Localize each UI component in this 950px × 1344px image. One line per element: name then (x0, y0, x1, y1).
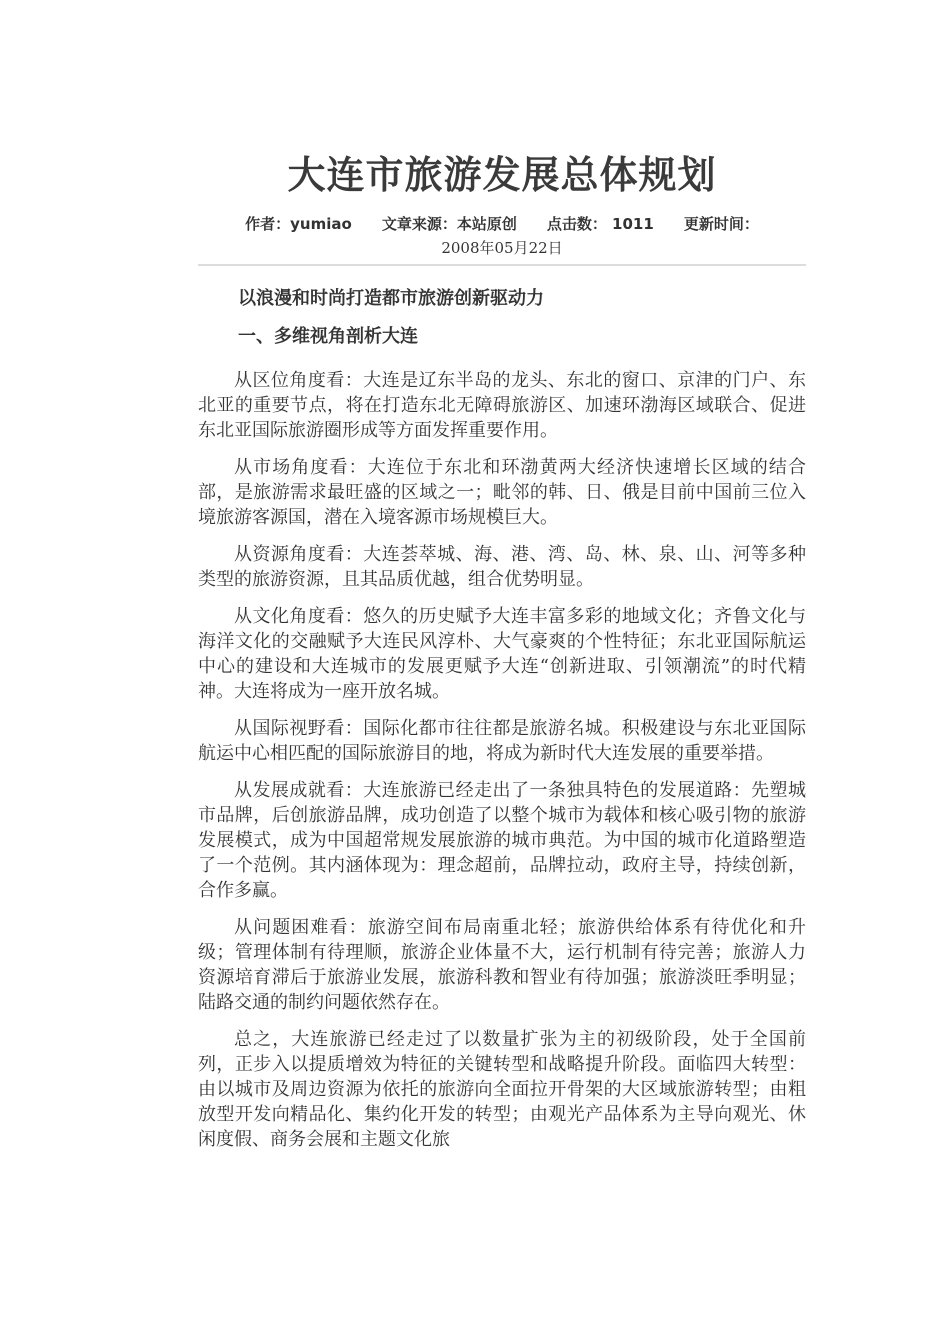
meta-hits: 点击数： 1011 (546, 215, 654, 233)
paragraph-resources: 从资源角度看：大连荟萃城、海、港、湾、岛、林、泉、山、河等多种类型的旅游资源，且其品质优越，组合优势明显。 (198, 544, 806, 590)
article-meta (198, 212, 806, 260)
meta-updated-label: 更新时间： (683, 215, 759, 233)
meta-author: 作者：yumiao (245, 215, 352, 233)
header-divider (198, 264, 806, 266)
document-title: 大连市旅游发展总体规划 (287, 153, 717, 197)
paragraph-location: 从区位角度看：大连是辽东半岛的龙头、东北的窗口、京津的门户、东北亚的重要节点，将在打造东北无障碍旅游区、加速环渤海区域联合、促进东北亚国际旅游圈形成等方面发挥重要作用。 (198, 370, 806, 441)
meta-source: 文章来源：本站原创 (381, 215, 517, 233)
paragraph-summary: 总之，大连旅游已经走过了以数量扩张为主的初级阶段，处于全国前列，正步入以提质增效为特征的关键转型和战略提升阶段。面临四大转型：由以城市及周边资源为依托的旅游向全面拉开骨架的大区域旅游转型；由粗放型开发向精品化、集约化开发的转型；由观光产品体系为主导向观光、休闲度假、商务会展和主题文化旅 (198, 1029, 806, 1150)
section-heading: 一、多维视角剖析大连 (238, 326, 418, 347)
paragraph-market: 从市场角度看：大连位于东北和环渤黄两大经济快速增长区域的结合部，是旅游需求最旺盛的区域之一；毗邻的韩、日、俄是目前中国前三位入境旅游客源国，潜在入境客源市场规模巨大。 (198, 457, 806, 528)
paragraph-achievements: 从发展成就看：大连旅游已经走出了一条独具特色的发展道路：先塑城市品牌，后创旅游品牌，成功创造了以整个城市为载体和核心吸引物的旅游发展模式，成为中国超常规发展旅游的城市典范。为中国的城市化道路塑造了一个范例。其内涵体现为：理念超前，品牌拉动，政府主导，持续创新，合作多赢。 (198, 780, 806, 901)
paragraph-international: 从国际视野看：国际化都市往往都是旅游名城。积极建设与东北亚国际航运中心相匹配的国际旅游目的地，将成为新时代大连发展的重要举措。 (198, 718, 806, 764)
document-page (198, 0, 806, 1152)
document-subtitle: 以浪漫和时尚打造都市旅游创新驱动力 (238, 288, 544, 309)
paragraph-culture: 从文化角度看：悠久的历史赋予大连丰富多彩的地域文化；齐鲁文化与海洋文化的交融赋予大连民风淳朴、大气豪爽的个性特征；东北亚国际航运中心的建设和大连城市的发展更赋予大连“创新进取、引领潮流”的时代精神。大连将成为一座开放名城。 (198, 606, 806, 702)
paragraph-problems: 从问题困难看：旅游空间布局南重北轻；旅游供给体系有待优化和升级；管理体制有待理顺，旅游企业体量不大，运行机制有待完善；旅游人力资源培育滞后于旅游业发展，旅游科教和智业有待加强；旅游淡旺季明显；陆路交通的制约问题依然存在。 (198, 917, 806, 1013)
meta-updated-date: 2008年05月22日 (441, 239, 563, 257)
